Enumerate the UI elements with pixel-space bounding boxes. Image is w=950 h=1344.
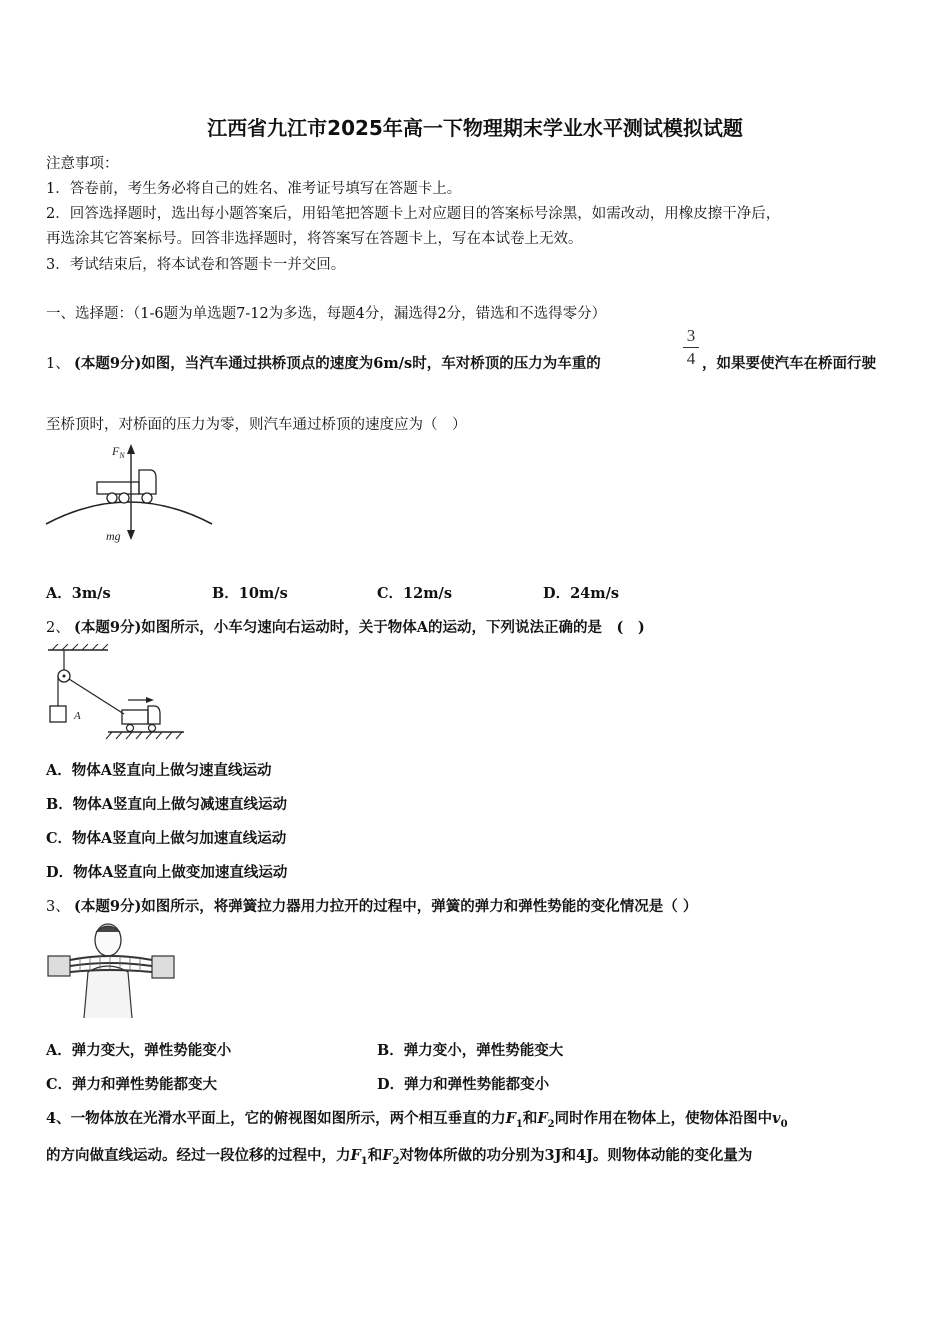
cart-body [122,710,148,724]
q2-option-b[interactable]: B．物体A竖直向上做匀减速直线运动 [46,796,288,813]
right-handle [152,956,174,978]
notice-heading: 注意事项： [46,156,119,172]
q3-option-a[interactable]: A．弹力变大，弹性势能变小 [46,1042,232,1059]
left-handle [48,956,70,976]
cart-wheel [127,725,134,732]
q2-option-a[interactable]: A．物体A竖直向上做匀速直线运动 [46,762,272,779]
q3-option-d[interactable]: D．弹力和弹性势能都变小 [377,1076,550,1093]
ground-hatch [106,732,182,739]
q2-option-d[interactable]: D．物体A竖直向上做变加速直线运动 [46,864,288,881]
cart-cab [148,706,160,724]
arch-bridge [46,502,212,524]
block-a-label: A [74,710,81,722]
truck-cab [139,470,156,494]
q1-stem-line2: 至桥顶时，对桥面的压力为零，则汽车通过桥顶的速度应为（ ） [46,417,467,433]
fraction [683,326,699,369]
person-body [84,966,132,1018]
q2-option-c[interactable]: C．物体A竖直向上做匀加速直线运动 [46,830,287,847]
notice-item: 3．考试结束后，将本试卷和答题卡一并交回。 [46,257,346,273]
section-heading: 一、选择题：（1-6题为单选题7-12为多选，每题4分，漏选得2分，错选和不选得零分） [46,306,607,322]
notice-item: 1．答卷前，考生务必将自己的姓名、准考证号填写在答题卡上。 [46,181,462,197]
fraction-numerator: 3 [686,326,696,345]
q1-option-b[interactable]: B．10m/s [212,585,288,602]
notice-item: 2．回答选择题时，选出每小题答案后，用铅笔把答题卡上对应题目的答案标号涂黑，如需改动，用橡皮擦干净后， [46,206,781,222]
q1-stem-part1: (本题9分)如图，当汽车通过拱桥顶点的速度为6m/s时，车对桥顶的压力为车重的 [74,355,601,372]
rope-diagonal [69,679,124,714]
q3-option-c[interactable]: C．弹力和弹性势能都变大 [46,1076,218,1093]
ceiling-hatch [52,644,108,650]
truck-bed [97,482,139,494]
fraction-denominator: 4 [686,349,696,368]
q4-stem-line1: 4、一物体放在光滑水平面上，它的俯视图如图所示，两个相互垂直的力$F_1$和$F_2$同时作用在物体上，使物体沿图中$v_0$ [46,1110,788,1130]
q2-stem: (本题9分)如图所示，小车匀速向右运动时，关于物体A的运动，下列说法正确的是 ( ) [74,619,645,636]
q3-spring-expander-figure [44,922,180,1018]
q1-option-d[interactable]: D．24m/s [543,585,620,602]
cart-wheel [149,725,156,732]
truck-wheel [142,493,152,503]
q3-option-b[interactable]: B．弹力变小，弹性势能变大 [377,1042,564,1059]
fraction-bar [683,347,699,348]
truck-wheel [107,493,117,503]
page-title: 江西省九江市2025年高一下物理期末学业水平测试模拟试题 [207,116,743,140]
fn-label: $F_N$ [112,444,125,460]
q2-pulley-figure [44,644,188,744]
pulley-axle [63,675,66,678]
fn-arrow-icon [127,444,135,454]
q1-number: 1、 [46,356,70,372]
arrow-right-icon [146,697,154,703]
q2-number: 2、 [46,620,70,636]
q3-number: 3、 [46,899,70,915]
mg-label: mg [106,529,121,543]
block-a [50,706,66,722]
q1-option-c[interactable]: C．12m/s [377,585,453,602]
q1-stem-part2: ，如果要使汽车在桥面行驶 [702,355,876,372]
mg-arrow-icon [127,530,135,540]
q3-stem: (本题9分)如图所示，将弹簧拉力器用力拉开的过程中，弹簧的弹力和弹性势能的变化情况是（ ） [74,898,698,915]
q1-option-a[interactable]: A．3m/s [46,585,111,602]
notice-item: 再选涂其它答案标号。回答非选择题时，将答案写在答题卡上，写在本试卷上无效。 [46,231,583,247]
q1-bridge-figure [44,440,214,546]
truck-wheel [119,493,129,503]
q4-stem-line2: 的方向做直线运动。经过一段位移的过程中，力$F_1$和$F_2$对物体所做的功分别为3J和4J。则物体动能的变化量为 [46,1147,753,1167]
